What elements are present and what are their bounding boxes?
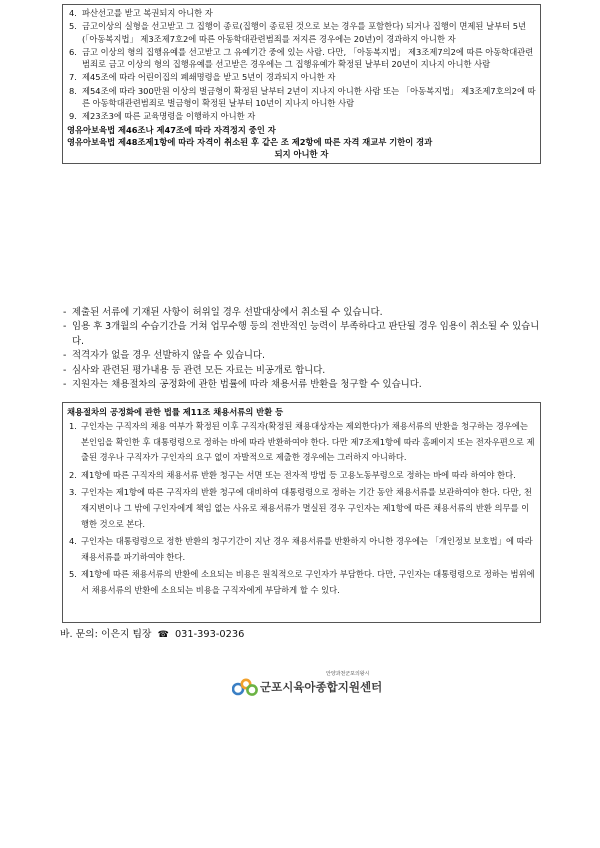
criteria-item-text: 제23조3에 따른 교육명령을 이행하지 아니한 자: [82, 111, 256, 122]
criteria-list: [67, 7, 536, 123]
law-item-text: 제1항에 따른 구직자의 채용서류 반환 청구는 서면 또는 전자적 방법 등 고용노동부령으로 정하는 바에 따라 하여야 한다.: [81, 469, 516, 480]
criteria-item-text: 제45조에 따라 어린이집의 폐쇄명령을 받고 5년이 경과되지 아니한 자: [82, 72, 336, 83]
law-item-number: 3.: [69, 487, 77, 498]
criteria-item-number: 6.: [69, 46, 77, 57]
criteria-item-1: [67, 7, 536, 19]
criteria-item-6: [67, 110, 536, 122]
disqualification-criteria-box: [62, 4, 541, 164]
law-item-number: 2.: [69, 469, 77, 480]
law-item-number: 1.: [69, 421, 77, 431]
law-box-title: 채용절차의 공정화에 관한 법률 제11조 채용서류의 반환 등: [67, 407, 284, 417]
note-item-5: [58, 378, 548, 392]
note-item-2: [58, 320, 548, 349]
note-text: 제출된 서류에 기재된 사항이 허위일 경우 선발대상에서 취소될 수 있습니다.: [72, 307, 383, 318]
bullet-dash: -: [63, 350, 67, 362]
law-item-text: 제1항에 따른 채용서류의 반환에 소요되는 비용은 원칙적으로 구인자가 부담한다. 다만, 구인자는 대통령령으로 정하는 범위에서 채용서류의 반환에 소요되는 비용을 구직자에게 부담하게 할 수 있다.: [81, 569, 535, 595]
org-logo: [232, 666, 402, 706]
note-item-4: [58, 364, 548, 378]
law-item-text: 구인자는 대통령령으로 정한 반환의 청구기간이 지난 경우 채용서류를 반환하지 아니한 경우에는 「개인정보 보호법」에 따라 채용서류를 파기하여야 한다.: [81, 536, 533, 562]
criteria-item-number: 4.: [69, 8, 77, 18]
contact-line: [60, 628, 244, 642]
note-text: 적격자가 없을 경우 선발하지 않을 수 있습니다.: [72, 350, 265, 362]
note-item-3: [58, 349, 548, 363]
bullet-dash: -: [63, 321, 67, 333]
logo-mark-icon: [232, 676, 258, 698]
criteria-item-number: 8.: [69, 85, 77, 96]
bullet-dash: -: [63, 364, 67, 376]
law-item-text: 구인자는 구직자의 채용 여부가 확정된 이후 구직자(확정된 채용대상자는 제외한다)가 채용서류의 반환을 청구하는 경우에는 본인임을 확인한 후 대통령령으로 정하는 바에 따라 반환하여야 한다. 다만 제7조제1항에 따라 홈페이지 또는 전자우편으로 제출된 경우나 구직자가 구인자의 요구 없이 자발적으로 제출한 경우에는 그러하지 아니하다.: [81, 421, 535, 463]
law-item-number: 4.: [69, 536, 77, 547]
law-item-1: [67, 419, 536, 466]
note-text: 심사와 관련된 평가내용 등 관련 모든 자료는 비공개로 합니다.: [72, 364, 326, 376]
criteria-item-number: 9.: [69, 111, 77, 122]
criteria-item-text: 제54조에 따라 300만원 이상의 벌금형이 확정된 날부터 2년이 지나지 아니한 사람 또는 「아동복지법」 제3조제7호의2에 따른 아동학대관련범죄로 벌금형이 확정된 날부터 10년이 지나지 아니한 사람: [82, 85, 536, 109]
law-item-5: [67, 567, 536, 598]
org-name: 군포시육아종합지원센터: [260, 680, 383, 694]
criteria-item-number: 7.: [69, 72, 77, 83]
criteria-item-5: [67, 85, 536, 110]
bullet-dash: -: [63, 307, 67, 318]
org-small-text: 안양과천군포의왕시: [326, 671, 370, 677]
criteria-item-3: [67, 46, 536, 71]
revocation-line-1: 영유아보육법 제48조제1항에 따라 자격이 취소된 후 같은 조 제2항에 따른 자격 재교부 기한이 경과: [67, 136, 433, 147]
law-item-number: 5.: [69, 569, 77, 580]
note-text: 지원자는 채용절차의 공정화에 관한 법률에 따라 채용서류 반환을 청구할 수 있습니다.: [72, 379, 422, 391]
law-item-4: [67, 534, 536, 565]
law-item-3: [67, 485, 536, 532]
phone-icon: ☎: [157, 630, 169, 640]
bullet-dash: -: [63, 379, 67, 391]
contact-label: 바. 문의: 이은지 팀장: [60, 629, 152, 640]
note-item-1: [58, 306, 548, 320]
law-item-2: [67, 468, 536, 484]
law-box: [62, 402, 541, 623]
criteria-item-4: [67, 71, 536, 83]
contact-phone: 031-393-0236: [174, 629, 245, 640]
note-text: 임용 후 3개월의 수습기간을 거쳐 업무수행 등의 전반적인 능력이 부족하다고 판단될 경우 임용이 취소될 수 있습니다.: [72, 321, 540, 347]
criteria-item-text: 금고 이상의 형의 집행유예를 선고받고 그 유예기간 중에 있는 사람. 다만, 「아동복지법」 제3조제7의2에 따른 아동학대관련범죄로 금고 이상의 형의 집행유예를 선고받은 경우에는 그 집행유예가 확정된 날부터 20년이 지나지 아니한 사람: [82, 46, 534, 70]
law-item-text: 구인자는 제1항에 따른 구직자의 반환 청구에 대비하여 대통령령으로 정하는 기간 동안 채용서류를 보관하여야 한다. 다만, 천재지변이나 그 밖에 구인자에게 책임 없는 사유로 채용서류가 멸실된 경우 구인자는 제1항에 따른 채용서류의 반환 의무를 이행한 것으로 본다.: [81, 487, 532, 529]
suspension-line: 영유아보육법 제46조나 제47조에 따라 자격정지 중인 자: [67, 124, 276, 135]
law-list: [67, 419, 536, 599]
notes-list: [58, 306, 548, 392]
criteria-item-text: 금고이상의 실형을 선고받고 그 집행이 종료(집행이 종료된 것으로 보는 경우를 포함한다) 되거나 집행이 면제된 날부터 5년(「아동복지법」 제3조제7호2에 따른 아동학대관련범죄를 저지른 경우에는 20년)이 경과하지 아니한 자: [82, 21, 527, 44]
criteria-item-2: [67, 20, 536, 45]
criteria-item-text: 파산선고를 받고 복권되지 아니한 자: [82, 8, 213, 18]
criteria-item-number: 5.: [69, 21, 77, 32]
revocation-line-2: 되지 아니한 자: [274, 149, 329, 160]
